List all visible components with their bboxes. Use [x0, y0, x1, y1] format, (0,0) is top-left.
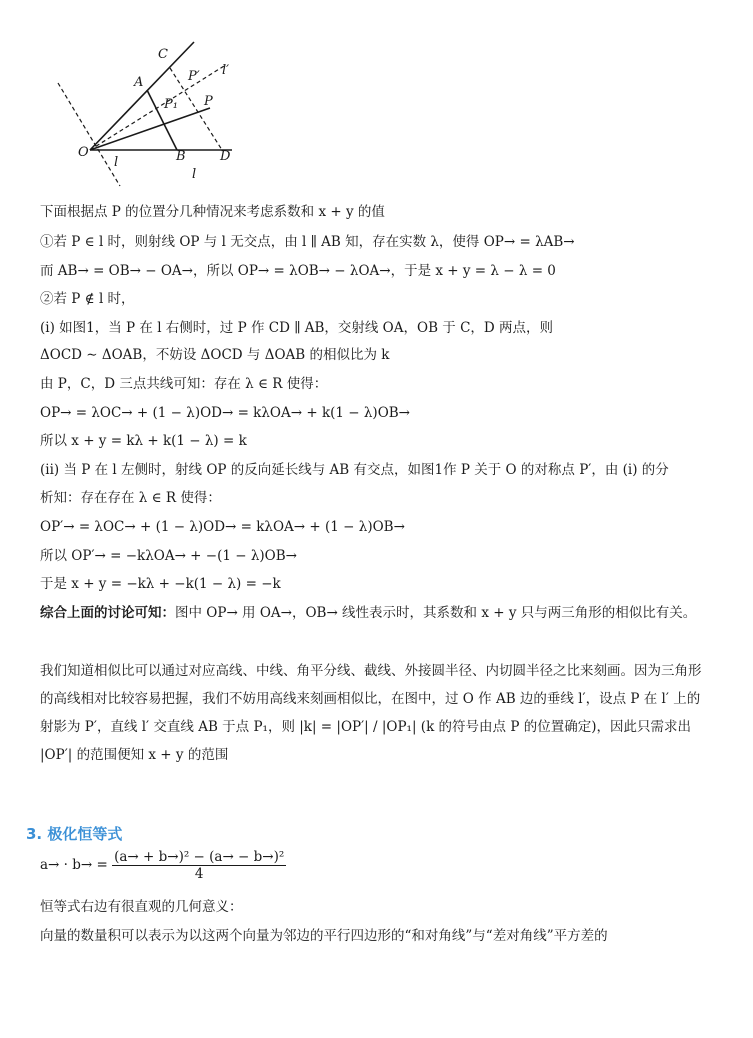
text-line: 于是 x + y = −kλ + −k(1 − λ) = −k	[40, 576, 281, 592]
formula-fraction	[112, 849, 286, 882]
text-line: OP→ = λOC→ + (1 − λ)OD→ = kλOA→ + k(1 − λ)OB→	[40, 405, 410, 421]
text-line: (i) 如图1，当 P 在 l 右侧时，过 P 作 CD ∥ AB，交射线 OA，OB 于 C，D 两点，则	[40, 320, 554, 336]
text-line: 下面根据点 P 的位置分几种情况来考虑系数和 x + y 的值	[40, 204, 385, 220]
paragraph: 我们知道相似比可以通过对应高线、中线、角平分线、截线、外接圆半径、内切圆半径之比来刻画。因为三角形的高线相对比较容易把握，我们不妨用高线来刻画相似比，在图中，过 O 作 AB 边的垂线 l′，设点 P 在 l′ 上的射影为 P′，直线 l′ 交直线 AB 于点 P₁，则 |k| = |OP′| / |OP₁| (k 的符号由点 P 的位置确定)，因此只需求出 |OP′| 的范围便知 x + y 的范围	[40, 663, 702, 763]
text-line: (ii) 当 P 在 l 左侧时，射线 OP 的反向延长线与 AB 有交点，如图1作 P 关于 O 的对称点 P′，由 (i) 的分	[40, 462, 669, 478]
label-p-prime: P′	[188, 69, 200, 84]
formula-lhs: a→ · b→ =	[40, 857, 108, 873]
summary-bold: 综合上面的讨论可知：	[40, 605, 175, 621]
ray-oc	[90, 42, 194, 150]
text-line: ②若 P ∉ l 时，	[40, 291, 135, 307]
label-l-bottom: l	[192, 167, 197, 182]
summary-rest: 图中 OP→ 用 OA→，OB→ 线性表示时，其系数和 x + y 只与两三角形的相似比有关。	[175, 605, 697, 621]
polarization-formula	[40, 849, 286, 882]
text-line: 所以 x + y = kλ + k(1 − λ) = k	[40, 433, 247, 449]
section-title: 3. 极化恒等式	[26, 825, 123, 843]
line-l-left	[58, 83, 120, 186]
label-p: P	[204, 94, 213, 109]
label-c: C	[158, 47, 168, 62]
text-line: 由 P，C，D 三点共线可知：存在 λ ∈ R 使得：	[40, 376, 328, 392]
label-p1: P₁	[164, 97, 178, 112]
label-o: O	[78, 145, 89, 160]
label-a: A	[134, 75, 144, 90]
label-l-near: l	[114, 155, 119, 170]
formula-denominator: 4	[194, 866, 204, 882]
text-line: 所以 OP′→ = −kλOA→ + −(1 − λ)OB→	[40, 548, 297, 564]
text-line: OP′→ = λOC→ + (1 − λ)OD→ = kλOA→ + (1 − λ)OB→	[40, 519, 405, 535]
text-line: 恒等式右边有很直观的几何意义：	[40, 899, 243, 915]
formula-numerator: (a→ + b→)² − (a→ − b→)²	[114, 849, 285, 865]
geometry-figure	[52, 38, 252, 188]
text-line: ①若 P ∈ l 时，则射线 OP 与 l 无交点，由 l ∥ AB 知，存在实数 λ，使得 OP→ = λAB→	[40, 234, 575, 250]
text-line: 析知：存在存在 λ ∈ R 使得：	[40, 490, 221, 506]
text-line: ΔOCD ∼ ΔOAB，不妨设 ΔOCD 与 ΔOAB 的相似比为 k	[40, 347, 390, 363]
ray-op	[90, 108, 210, 150]
label-l-prime: l′	[222, 63, 230, 78]
label-d: D	[220, 149, 231, 164]
label-b: B	[176, 149, 186, 164]
text-line: 而 AB→ = OB→ − OA→，所以 OP→ = λOB→ − λOA→，于是 x + y = λ − λ = 0	[40, 263, 556, 279]
summary-line	[40, 603, 696, 623]
text-line: 向量的数量积可以表示为以这两个向量为邻边的平行四边形的“和对角线”与“差对角线”平方差的	[40, 928, 608, 944]
